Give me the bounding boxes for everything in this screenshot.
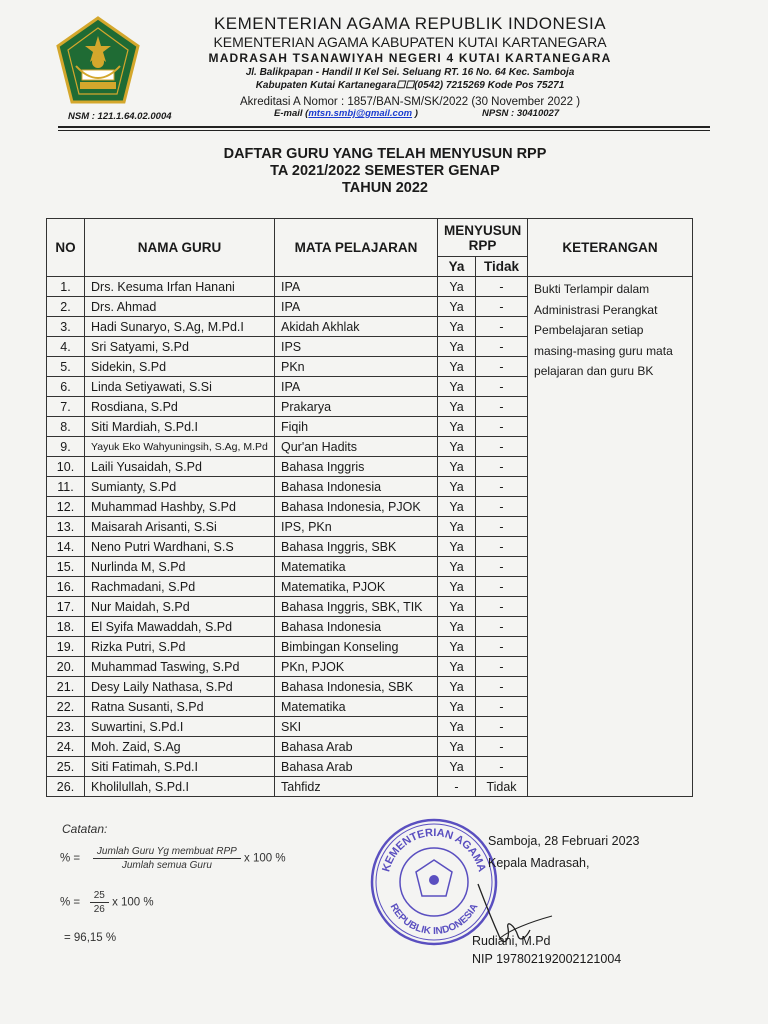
rpp-no: - [476, 597, 528, 617]
notes-label: Catatan: [62, 822, 108, 836]
signature-role: Kepala Madrasah, [488, 856, 590, 870]
letterhead [160, 14, 660, 110]
rpp-no: - [476, 497, 528, 517]
subject-name: Bahasa Indonesia, PJOK [275, 497, 438, 517]
formula-1-rhs: x 100 % [244, 852, 286, 865]
letterhead-regency-office: KEMENTERIAN AGAMA KABUPATEN KUTAI KARTANEGARA [213, 34, 607, 50]
email-label: E-mail ( [274, 108, 309, 119]
rpp-no: Tidak [476, 777, 528, 797]
teacher-name: Rizka Putri, S.Pd [85, 637, 275, 657]
rpp-yes: Ya [438, 317, 476, 337]
rpp-no: - [476, 277, 528, 297]
rpp-yes: Ya [438, 677, 476, 697]
rpp-no: - [476, 457, 528, 477]
teacher-name: Sidekin, S.Pd [85, 357, 275, 377]
subject-name: Matematika [275, 697, 438, 717]
header-no: NO [47, 219, 85, 277]
formula-2-rhs: x 100 % [112, 896, 154, 909]
rpp-yes: Ya [438, 757, 476, 777]
rpp-no: - [476, 357, 528, 377]
signatory-name: Rudiani, M.Pd [472, 934, 551, 948]
formula-result: = 96,15 % [64, 932, 117, 944]
subject-name: Bahasa Inggris [275, 457, 438, 477]
row-number: 16. [47, 577, 85, 597]
teacher-name: Moh. Zaid, S.Ag [85, 737, 275, 757]
subject-name: Bahasa Indonesia [275, 617, 438, 637]
svg-text:REPUBLIK INDONESIA [388, 902, 481, 937]
row-number: 26. [47, 777, 85, 797]
subject-name: SKI [275, 717, 438, 737]
teacher-name: Sri Satyami, S.Pd [85, 337, 275, 357]
row-number: 3. [47, 317, 85, 337]
formula-1-lhs: % = [60, 852, 81, 865]
row-number: 5. [47, 357, 85, 377]
header-yes: Ya [438, 257, 476, 277]
rpp-no: - [476, 737, 528, 757]
rpp-yes: - [438, 777, 476, 797]
rpp-yes: Ya [438, 357, 476, 377]
subject-name: IPS [275, 337, 438, 357]
rpp-yes: Ya [438, 297, 476, 317]
header-not: Tidak [476, 257, 528, 277]
subject-name: Matematika [275, 557, 438, 577]
table-row [47, 277, 693, 297]
teacher-name: Maisarah Arisanti, S.Si [85, 517, 275, 537]
teacher-name: Linda Setiyawati, S.Si [85, 377, 275, 397]
row-number: 18. [47, 617, 85, 637]
teacher-name: Muhammad Taswing, S.Pd [85, 657, 275, 677]
rpp-yes: Ya [438, 457, 476, 477]
rpp-no: - [476, 617, 528, 637]
teacher-name: Kholilullah, S.Pd.I [85, 777, 275, 797]
row-number: 12. [47, 497, 85, 517]
teacher-name: Ratna Susanti, S.Pd [85, 697, 275, 717]
subject-name: IPA [275, 277, 438, 297]
formula-2-numerator: 25 [90, 890, 109, 903]
row-number: 20. [47, 657, 85, 677]
row-number: 1. [47, 277, 85, 297]
teacher-name: Hadi Sunaryo, S.Ag, M.Pd.I [85, 317, 275, 337]
subject-name: Akidah Akhlak [275, 317, 438, 337]
row-number: 14. [47, 537, 85, 557]
rpp-no: - [476, 377, 528, 397]
teacher-name: El Syifa Mawaddah, S.Pd [85, 617, 275, 637]
letterhead-address-1: Jl. Balikpapan - Handil II Kel Sei. Seluang RT. 16 No. 64 Kec. Samboja [245, 67, 575, 78]
subject-name: Bahasa Inggris, SBK [275, 537, 438, 557]
header-subject: MATA PELAJARAN [275, 219, 438, 277]
subject-name: IPS, PKn [275, 517, 438, 537]
row-number: 24. [47, 737, 85, 757]
formula-1-denominator: Jumlah semua Guru [121, 860, 212, 871]
letterhead-divider-thin [58, 130, 710, 131]
rpp-yes: Ya [438, 477, 476, 497]
rpp-no: - [476, 297, 528, 317]
signature-place-date: Samboja, 28 Februari 2023 [488, 834, 640, 848]
teacher-name: Nur Maidah, S.Pd [85, 597, 275, 617]
rpp-yes: Ya [438, 337, 476, 357]
document-title [150, 146, 620, 197]
rpp-yes: Ya [438, 637, 476, 657]
rpp-no: - [476, 577, 528, 597]
rpp-no: - [476, 557, 528, 577]
subject-name: Prakarya [275, 397, 438, 417]
rpp-yes: Ya [438, 377, 476, 397]
teacher-name: Nurlinda M, S.Pd [85, 557, 275, 577]
rpp-no: - [476, 437, 528, 457]
rpp-no: - [476, 637, 528, 657]
rpp-no: - [476, 717, 528, 737]
subject-name: Tahfidz [275, 777, 438, 797]
rpp-yes: Ya [438, 697, 476, 717]
rpp-no: - [476, 537, 528, 557]
subject-name: Bahasa Arab [275, 757, 438, 777]
rpp-yes: Ya [438, 717, 476, 737]
row-number: 9. [47, 437, 85, 457]
teacher-name: Siti Fatimah, S.Pd.I [85, 757, 275, 777]
letterhead-divider-thick [58, 126, 710, 128]
row-number: 6. [47, 377, 85, 397]
formula-substitution [60, 890, 154, 915]
rpp-no: - [476, 517, 528, 537]
stamp-outer-bottom: REPUBLIK INDONESIA [387, 902, 481, 938]
rpp-yes: Ya [438, 657, 476, 677]
subject-name: Qur'an Hadits [275, 437, 438, 457]
letterhead-school-name: MADRASAH TSANAWIYAH NEGERI 4 KUTAI KARTANEGARA [208, 51, 612, 65]
row-number: 10. [47, 457, 85, 477]
teacher-name: Siti Mardiah, S.Pd.I [85, 417, 275, 437]
teacher-name: Rosdiana, S.Pd [85, 397, 275, 417]
rpp-no: - [476, 697, 528, 717]
teacher-name: Rachmadani, S.Pd [85, 577, 275, 597]
row-number: 17. [47, 597, 85, 617]
subject-name: IPA [275, 297, 438, 317]
teacher-name: Drs. Ahmad [85, 297, 275, 317]
row-number: 22. [47, 697, 85, 717]
rpp-yes: Ya [438, 597, 476, 617]
title-line-2: TA 2021/2022 SEMESTER GENAP [270, 163, 500, 179]
rpp-yes: Ya [438, 497, 476, 517]
rpp-no: - [476, 417, 528, 437]
rpp-yes: Ya [438, 417, 476, 437]
subject-name: Bahasa Inggris, SBK, TIK [275, 597, 438, 617]
rpp-yes: Ya [438, 277, 476, 297]
title-line-3: TAHUN 2022 [342, 180, 428, 196]
subject-name: Bahasa Arab [275, 737, 438, 757]
teacher-name: Drs. Kesuma Irfan Hanani [85, 277, 275, 297]
header-teacher-name: NAMA GURU [85, 219, 275, 277]
title-line-1: DAFTAR GURU YANG TELAH MENYUSUN RPP [223, 146, 547, 162]
row-number: 7. [47, 397, 85, 417]
email-line [274, 108, 418, 119]
npsn-number: NPSN : 30410027 [482, 108, 560, 119]
formula-2-lhs: % = [60, 896, 81, 909]
teacher-name: Suwartini, S.Pd.I [85, 717, 275, 737]
rpp-yes: Ya [438, 397, 476, 417]
row-number: 23. [47, 717, 85, 737]
rpp-no: - [476, 757, 528, 777]
stamp-outer-top: KEMENTERIAN AGAMA [380, 826, 488, 874]
teacher-name: Laili Yusaidah, S.Pd [85, 457, 275, 477]
teacher-name: Muhammad Hashby, S.Pd [85, 497, 275, 517]
rpp-yes: Ya [438, 437, 476, 457]
rpp-no: - [476, 337, 528, 357]
subject-name: PKn [275, 357, 438, 377]
rpp-no: - [476, 477, 528, 497]
nsm-number: NSM : 121.1.64.02.0004 [68, 111, 172, 122]
subject-name: Bahasa Indonesia, SBK [275, 677, 438, 697]
row-number: 21. [47, 677, 85, 697]
teacher-rpp-table [46, 218, 693, 797]
teacher-name: Yayuk Eko Wahyuningsih, S.Ag, M.Pd [85, 437, 275, 457]
row-number: 2. [47, 297, 85, 317]
subject-name: IPA [275, 377, 438, 397]
header-remarks: KETERANGAN [528, 219, 693, 277]
subject-name: Bimbingan Konseling [275, 637, 438, 657]
subject-name: PKn, PJOK [275, 657, 438, 677]
row-number: 25. [47, 757, 85, 777]
row-number: 8. [47, 417, 85, 437]
teacher-name: Sumianty, S.Pd [85, 477, 275, 497]
letterhead-identifiers [62, 110, 702, 124]
signatory-nip: NIP 197802192002121004 [472, 952, 622, 966]
remarks-cell: Bukti Terlampir dalam Administrasi Perangkat Pembelajaran setiap masing-masing guru mata pelajaran dan guru BK [528, 277, 693, 797]
rpp-no: - [476, 317, 528, 337]
row-number: 11. [47, 477, 85, 497]
rpp-yes: Ya [438, 577, 476, 597]
row-number: 15. [47, 557, 85, 577]
letterhead-ministry: KEMENTERIAN AGAMA REPUBLIK INDONESIA [213, 14, 607, 33]
ministry-logo-icon [52, 16, 144, 108]
rpp-yes: Ya [438, 617, 476, 637]
header-compiled-rpp: MENYUSUN RPP [438, 219, 528, 257]
letterhead-address-2: Kabupaten Kutai Kartanegara☐☐(0542) 7215269 Kode Pos 75271 [255, 80, 565, 91]
formula-2-denominator: 26 [93, 904, 105, 915]
email-close: ) [412, 108, 418, 119]
row-number: 4. [47, 337, 85, 357]
rpp-yes: Ya [438, 737, 476, 757]
rpp-no: - [476, 677, 528, 697]
rpp-no: - [476, 397, 528, 417]
subject-name: Matematika, PJOK [275, 577, 438, 597]
teacher-name: Desy Laily Nathasa, S.Pd [85, 677, 275, 697]
rpp-yes: Ya [438, 537, 476, 557]
row-number: 13. [47, 517, 85, 537]
email-link[interactable]: mtsn.smbj@gmail.com [308, 108, 413, 119]
letterhead-accreditation: Akreditasi A Nomor : 1857/BAN-SM/SK/2022 (30 November 2022 ) [239, 96, 581, 108]
formula-2-fraction [90, 890, 109, 915]
teacher-name: Neno Putri Wardhani, S.S [85, 537, 275, 557]
subject-name: Bahasa Indonesia [275, 477, 438, 497]
formula-1-numerator: Jumlah Guru Yg membuat RPP [93, 846, 241, 859]
rpp-yes: Ya [438, 557, 476, 577]
subject-name: Fiqih [275, 417, 438, 437]
formula-1-fraction [93, 846, 241, 871]
row-number: 19. [47, 637, 85, 657]
formula-percentage [60, 846, 286, 871]
rpp-no: - [476, 657, 528, 677]
rpp-yes: Ya [438, 517, 476, 537]
